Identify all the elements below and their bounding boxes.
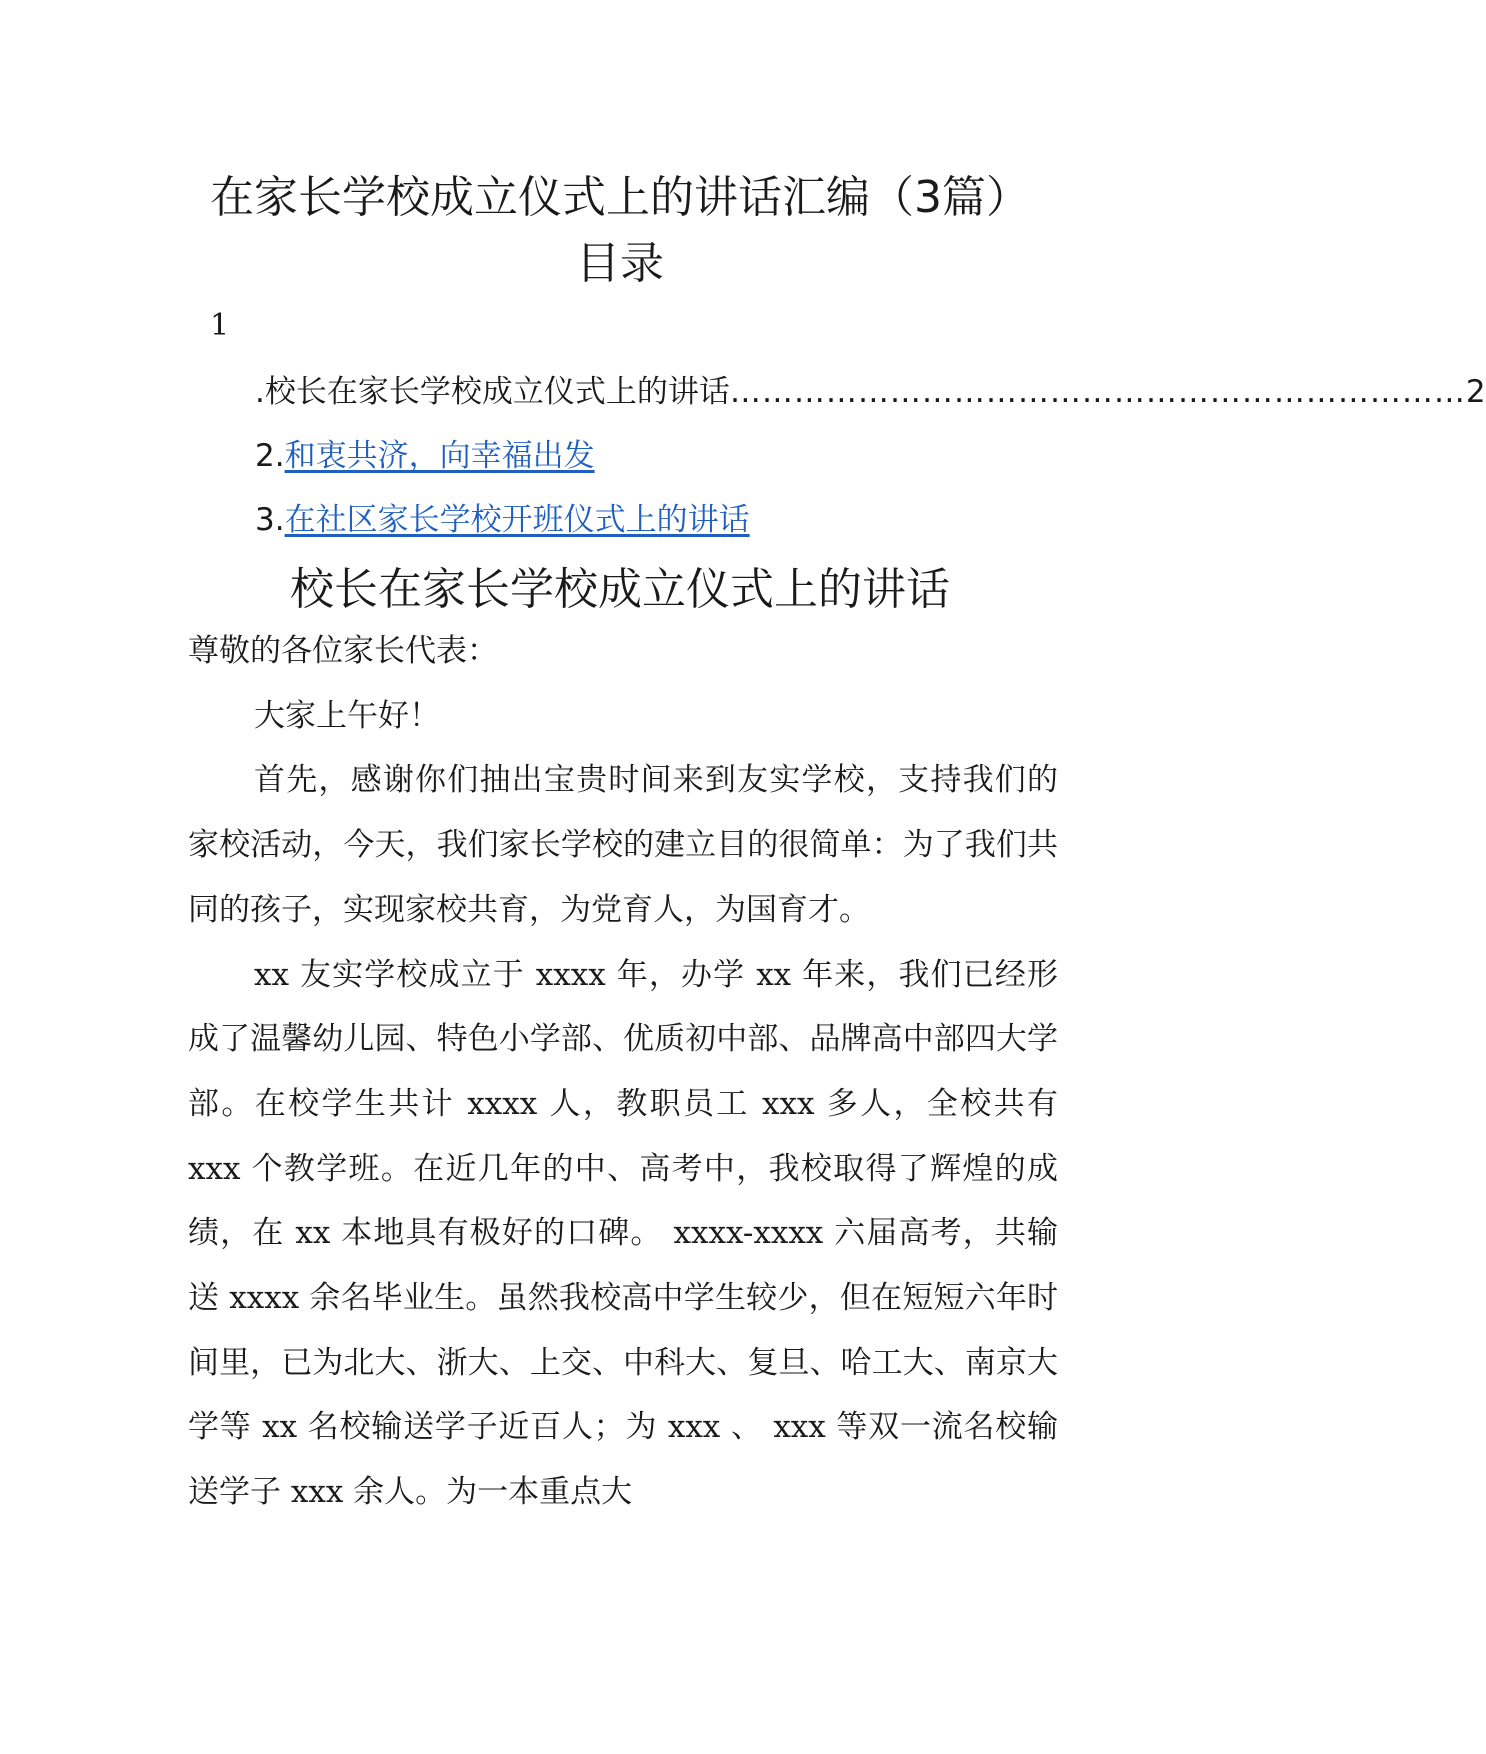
body-paragraph-1: 大家上午好！ — [254, 697, 440, 734]
body-paragraph-3: xx 友实学校成立于 xxxx 年，办学 xx 年来，我们已经形成了温馨幼儿园、特色小学部、优质初中部、品牌高中部四大学部。在校学生共计 xxxx 人，教职员工 xxx 多人，全校共有 xxx 个教学班。在近几年的中、高考中，我校取得了辉煌的成绩，在 xx 本地具有极好的口碑。 xxxx-xxxx 六届高考，共输送 xxxx 余名毕业生。虽然我校高中学生较少，但在短短六年时间里，已为北大、浙大、上交、中科大、复旦、哈工大、南京大学等 xx 名校输送学子近百人；为 xxx 、 xxx 等双一流名校输送学子 xxx 余人。为一本重点大 — [188, 956, 1059, 1511]
toc-heading: 目录 — [576, 238, 664, 289]
toc-leader-dots: …………………………………………………………… — [729, 374, 1466, 410]
toc-number-line: 1 — [210, 308, 230, 343]
toc-entry-1[interactable] — [255, 370, 1486, 414]
toc-link-3[interactable]: 在社区家长学校开班仪式上的讲话 — [284, 502, 750, 538]
toc-entry-2 — [255, 434, 595, 478]
toc-entry-number: 3. — [255, 502, 285, 538]
document-title: 在家长学校成立仪式上的讲话汇编（3篇） — [210, 172, 1030, 223]
toc-link-2[interactable]: 和衷共济，向幸福出发 — [284, 438, 595, 474]
body-paragraph-2: 首先，感谢你们抽出宝贵时间来到友实学校，支持我们的家校活动，今天，我们家长学校的建立目的很简单：为了我们共同的孩子，实现家校共育，为党育人，为国育才。 — [188, 762, 1058, 928]
toc-page-number: 2 — [1465, 374, 1486, 410]
section-title: 校长在家长学校成立仪式上的讲话 — [290, 564, 950, 615]
toc-entry-text: .校长在家长学校成立仪式上的讲话 — [255, 374, 730, 410]
speech-body — [188, 619, 1058, 1525]
toc-entry-3 — [255, 498, 750, 542]
salutation: 尊敬的各位家长代表： — [188, 633, 498, 669]
toc-entry-number: 2. — [255, 438, 285, 474]
